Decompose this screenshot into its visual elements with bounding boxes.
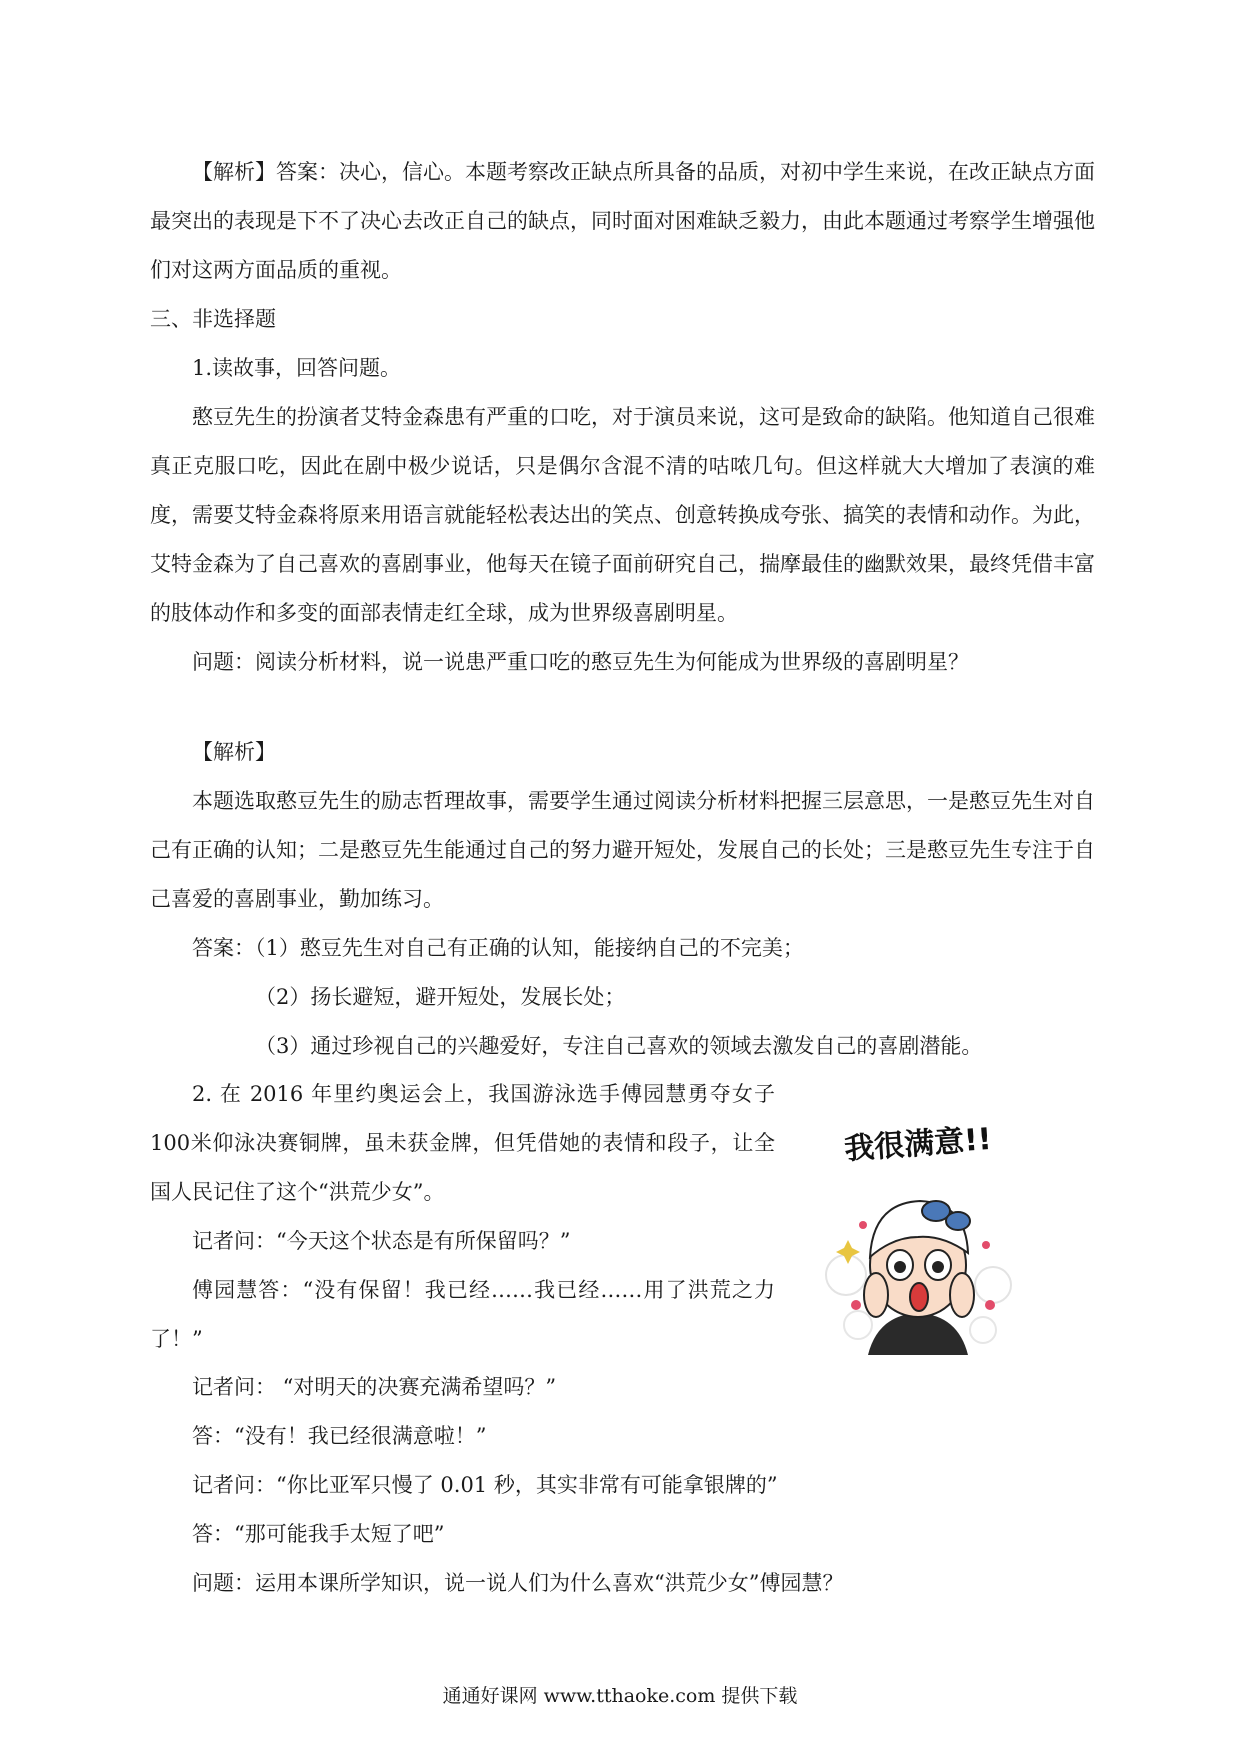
cartoon-sticker-image [818, 1121, 1018, 1355]
question-1-answer-2: （2）扬长避短，避开短处，发展长处； [255, 985, 626, 1009]
section-heading-block [150, 295, 1095, 344]
dialogue-line-3: 记者问： “对明天的决赛充满希望吗？” [192, 1375, 557, 1399]
dialogue-line-4: 答：“没有！我已经很满意啦！” [192, 1424, 487, 1448]
analysis-block-1 [150, 148, 1095, 295]
question-1-analysis-block [150, 728, 1095, 1071]
question-1-answer-3: （3）通过珍视自己的兴趣爱好，专注自己喜欢的领域去激发自己的喜剧潜能。 [255, 1034, 983, 1058]
question-1-title: 1.读故事，回答问题。 [192, 356, 402, 380]
dialogue-line-2: 傅园慧答：“没有保留！我已经……我已经……用了洪荒之力了！” [150, 1278, 775, 1351]
question-1-block [150, 344, 1095, 687]
question-2-intro-block [150, 1070, 775, 1364]
question-1-story: 憨豆先生的扮演者艾特金森患有严重的口吃，对于演员来说，这可是致命的缺陷。他知道自己很难真正克服口吃，因此在剧中极少说话，只是偶尔含混不清的咕哝几句。但这样就大大增加了表演的难度，需要艾特金森将原来用语言就能轻松表达出的笑点、创意转换成夸张、搞笑的表情和动作。为此，艾特金森为了自己喜欢的喜剧事业，他每天在镜子面前研究自己，揣摩最佳的幽默效果，最终凭借丰富的肢体动作和多变的面部表情走红全球，成为世界级喜剧明星。 [150, 405, 1095, 625]
sticker-caption: 我很满意!! [843, 1121, 993, 1168]
dialogue-line-1: 记者问：“今天这个状态是有所保留吗？” [192, 1229, 571, 1253]
question-1-answer-1: 答案：（1）憨豆先生对自己有正确的认知，能接纳自己的不完美； [192, 936, 804, 960]
swimmer-face-icon [818, 1165, 1018, 1355]
dialogue-line-5: 记者问：“你比亚军只慢了 0.01 秒，其实非常有可能拿银牌的” [192, 1473, 778, 1497]
question-2-dialogue-block [150, 1363, 1095, 1608]
section-heading: 三、非选择题 [150, 307, 276, 331]
question-2-intro: 2. 在 2016 年里约奥运会上，我国游泳选手傅园慧勇夺女子100米仰泳决赛铜牌，虽未获金牌，但凭借她的表情和段子，让全国人民记住了这个“洪荒少女”。 [150, 1082, 775, 1204]
question-1-question: 问题：阅读分析材料，说一说患严重口吃的憨豆先生为何能成为世界级的喜剧明星？ [192, 650, 969, 674]
analysis-paragraph: 【解析】答案：决心，信心。本题考察改正缺点所具备的品质，对初中学生来说，在改正缺点方面最突出的表现是下不了决心去改正自己的缺点，同时面对困难缺乏毅力，由此本题通过考察学生增强他们对这两方面品质的重视。 [150, 160, 1095, 282]
question-1-analysis-text: 本题选取憨豆先生的励志哲理故事，需要学生通过阅读分析材料把握三层意思，一是憨豆先生对自己有正确的认知；二是憨豆先生能通过自己的努力避开短处，发展自己的长处；三是憨豆先生专注于自己喜爱的喜剧事业，勤加练习。 [150, 789, 1095, 911]
question-1-analysis-label: 【解析】 [192, 740, 276, 764]
question-2-question: 问题：运用本课所学知识，说一说人们为什么喜欢“洪荒少女”傅园慧？ [192, 1571, 844, 1595]
dialogue-line-6: 答：“那可能我手太短了吧” [192, 1522, 445, 1546]
page-footer: 通通好课网 www.tthaoke.com 提供下载 [442, 1685, 798, 1707]
